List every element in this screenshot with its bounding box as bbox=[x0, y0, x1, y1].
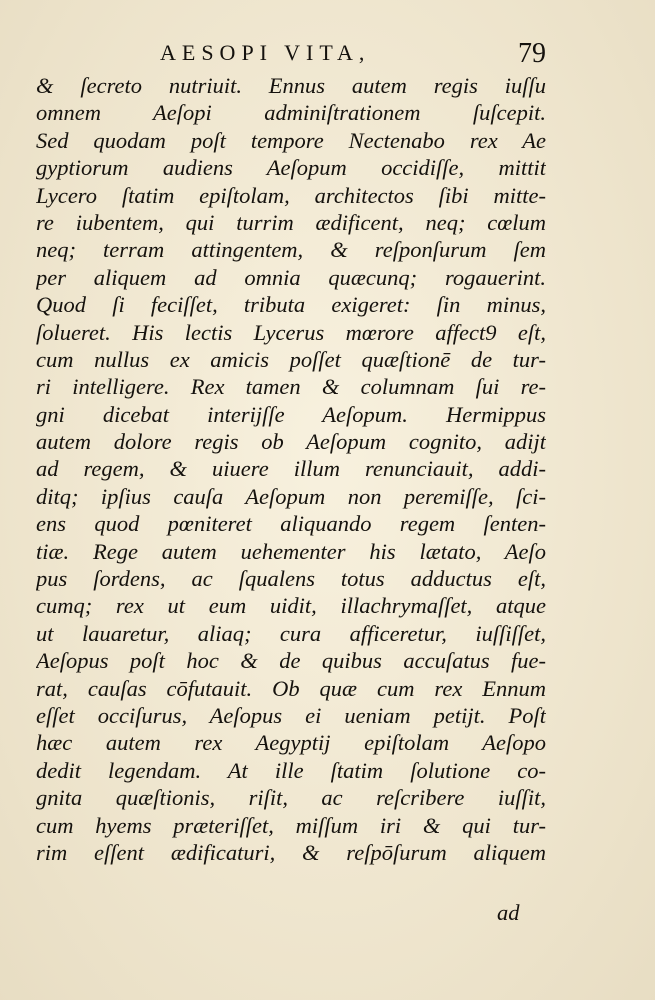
text-line: dedit legendam. At ille ſtatim ſolutione co- bbox=[36, 757, 546, 783]
text-line: gni dicebat interijſſe Aeſopum. Hermippus bbox=[36, 401, 546, 427]
running-title: AESOPI VITA, bbox=[160, 40, 371, 65]
text-line: pus ſordens, ac ſqualens totus adductus eſt, bbox=[36, 566, 546, 592]
body-text bbox=[36, 72, 546, 866]
text-line: ſolueret. His lectis Lycerus mœrore affect9 eſt, bbox=[36, 319, 546, 345]
text-line: per aliquem ad omnia quæcunq; rogauerint. bbox=[36, 264, 546, 290]
text-line: Quod ſi feciſſet, tributa exigeret: ſin minus, bbox=[36, 292, 546, 318]
text-line: gyptiorum audiens Aeſopum occidiſſe, mittit bbox=[36, 155, 546, 181]
text-line: ut lauaretur, aliaq; cura afficeretur, iuſſiſſet, bbox=[36, 620, 546, 646]
text-line: cum nullus ex amicis poſſet quæſtionē de tur- bbox=[36, 346, 546, 372]
catchword: ad bbox=[497, 900, 520, 925]
text-line: eſſet occiſurus, Aeſopus ei ueniam petijt. Poſt bbox=[36, 702, 546, 728]
text-line: ad regem, & uiuere illum renunciauit, addi- bbox=[36, 456, 546, 482]
text-line: cum hyems præteriſſet, miſſum iri & qui tur- bbox=[36, 812, 546, 838]
text-line: Aeſopus poſt hoc & de quibus accuſatus fue- bbox=[36, 648, 546, 674]
text-line: ens quod pœniteret aliquando regem ſenten- bbox=[36, 511, 546, 537]
text-line: re iubentem, qui turrim ædificent, neq; cœlum bbox=[36, 209, 546, 235]
text-line: rim eſſent ædificaturi, & reſpōſurum aliquem bbox=[36, 839, 546, 865]
text-line: & ſecreto nutriuit. Ennus autem regis iuſſu bbox=[36, 73, 546, 98]
text-line: tiæ. Rege autem uehementer his lætato, Aeſo bbox=[36, 538, 546, 564]
text-line: ri intelligere. Rex tamen & columnam ſui re- bbox=[36, 374, 546, 400]
page-number: 79 bbox=[518, 38, 546, 69]
text-line: neq; terram attingentem, & reſponſurum ſem bbox=[36, 237, 546, 263]
running-head bbox=[0, 38, 655, 68]
text-line: Lycero ſtatim epiſtolam, architectos ſibi mitte- bbox=[36, 182, 546, 208]
text-line: omnem Aeſopi adminiſtrationem ſuſcepit. bbox=[36, 100, 546, 126]
text-line: autem dolore regis ob Aeſopum cognito, adijt bbox=[36, 429, 546, 455]
text-line: rat, cauſas cōfutauit. Ob quæ cum rex Ennum bbox=[36, 675, 546, 701]
text-line: Sed quodam poſt tempore Nectenabo rex Ae bbox=[36, 127, 546, 153]
text-line: ditq; ipſius cauſa Aeſopum non peremiſſe, ſci- bbox=[36, 483, 546, 509]
text-line: cumq; rex ut eum uidit, illachrymaſſet, atque bbox=[36, 593, 546, 619]
text-line: gnita quæſtionis, riſit, ac reſcribere iuſſit, bbox=[36, 785, 546, 811]
text-line: hæc autem rex Aegyptij epiſtolam Aeſopo bbox=[36, 730, 546, 756]
